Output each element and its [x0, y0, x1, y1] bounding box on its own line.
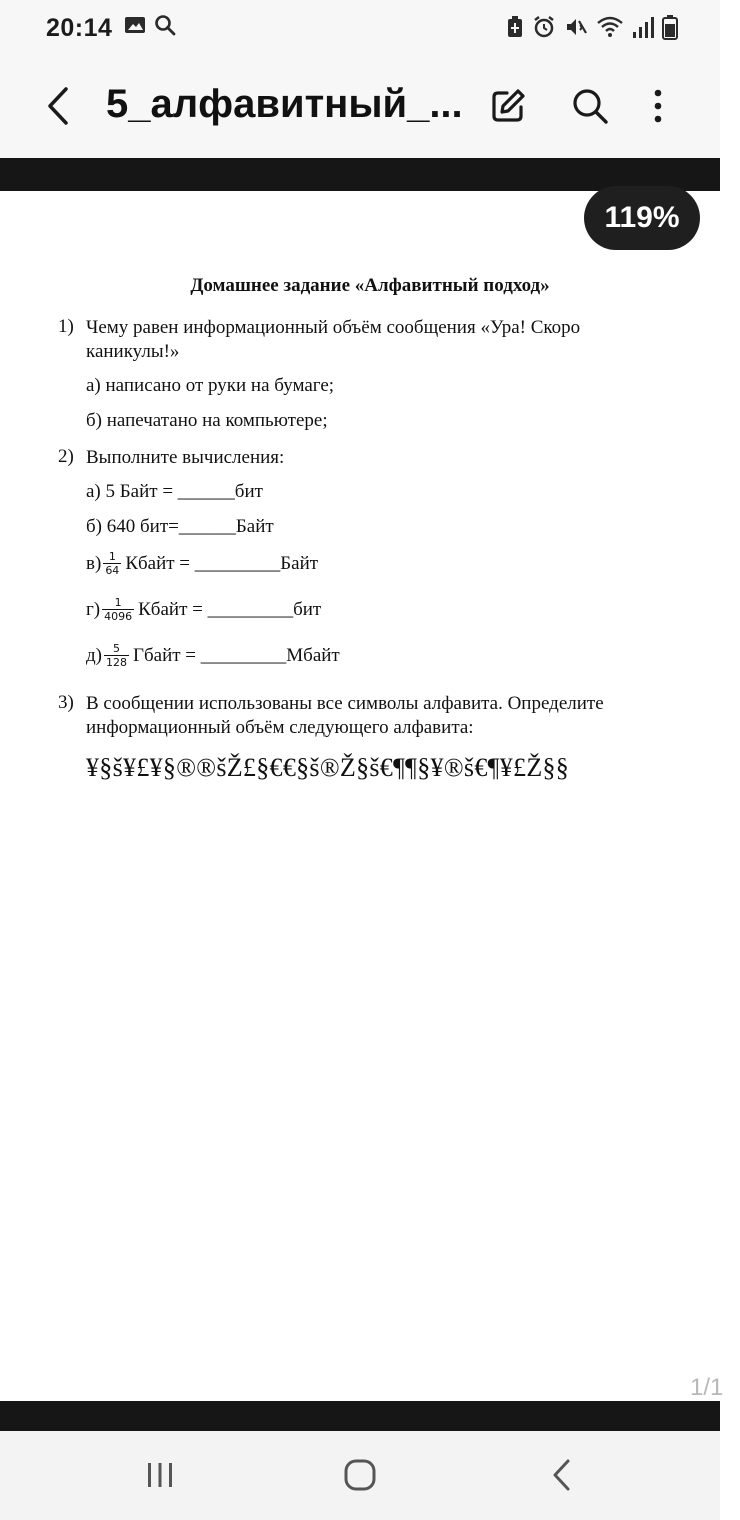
fraction [103, 550, 121, 577]
fraction-numerator: 1 [108, 550, 116, 563]
recent-apps-button[interactable] [132, 1449, 188, 1505]
fraction-denominator: 64 [105, 564, 120, 577]
back-nav-button[interactable] [534, 1449, 590, 1505]
search-button[interactable] [566, 84, 614, 132]
status-bar [0, 0, 720, 58]
home-icon [343, 1458, 377, 1497]
zoom-badge: 119% [584, 186, 700, 250]
back-icon [44, 86, 72, 131]
fraction-denominator: 4096 [104, 610, 133, 623]
question-2-number: 2) [58, 446, 74, 467]
more-options-button[interactable] [636, 84, 680, 132]
item-e-text: Гбайт = _________Мбайт [133, 644, 340, 666]
question-2-item-a: а) 5 Байт = ______бит [86, 481, 263, 502]
wifi-icon [596, 15, 624, 39]
document-page[interactable] [0, 191, 720, 1401]
viewer-bottom-band [0, 1401, 720, 1431]
app-bar [0, 58, 720, 158]
status-left-icons [124, 14, 176, 36]
image-icon [124, 15, 146, 35]
status-time: 20:14 [46, 14, 113, 42]
fraction [104, 642, 129, 669]
document-heading: Домашнее задание «Алфавитный подход» [190, 275, 550, 296]
search-icon [571, 87, 609, 130]
question-2-item-c [86, 550, 318, 577]
item-d-prefix: г) [86, 598, 101, 620]
question-2-text: Выполните вычисления: [86, 447, 285, 468]
status-right-icons [506, 14, 678, 40]
item-d-text: Кбайт = _________бит [138, 598, 322, 620]
question-2-item-b: б) 640 бит=______Байт [86, 516, 274, 537]
item-c-text: Кбайт = _________Байт [125, 552, 319, 574]
edit-icon [490, 88, 526, 129]
question-2-item-d [86, 596, 321, 623]
item-e-prefix: д) [86, 644, 102, 666]
back-button[interactable] [34, 84, 82, 132]
back-nav-icon [550, 1458, 574, 1497]
signal-icon [632, 15, 654, 39]
edit-button[interactable] [484, 84, 532, 132]
recent-apps-icon [144, 1460, 176, 1495]
alphabet-symbols: ¥§š¥£¥§®®šŽ£§€€§š®Ž§š€¶¶§¥®š€¶¥£Ž§§ [86, 753, 570, 782]
fraction-denominator: 128 [106, 656, 127, 669]
home-button[interactable] [332, 1449, 388, 1505]
search-icon [154, 14, 176, 36]
more-icon [653, 89, 663, 128]
question-1-option-a: а) написано от руки на бумаге; [86, 375, 335, 396]
question-1-text: Чему равен информационный объём сообщения «Ура! Скоро каникулы!» [86, 317, 581, 362]
alarm-icon [532, 15, 556, 39]
fraction-numerator: 1 [114, 596, 122, 609]
fraction-numerator: 5 [113, 642, 120, 655]
question-1-number: 1) [58, 316, 74, 337]
fraction [102, 596, 134, 623]
question-2-item-e [86, 642, 340, 669]
battery-icon [662, 14, 678, 40]
document-title: 5_алфавитный_... [106, 82, 463, 126]
mute-icon [564, 15, 588, 39]
item-c-prefix: в) [86, 552, 102, 574]
page-indicator: 1/1 [690, 1374, 724, 1401]
question-3-number: 3) [58, 692, 74, 713]
question-3-text: В сообщении использованы все символы алфавита. Определите информационный объём следующего алфавита: [86, 693, 604, 738]
question-1-option-b: б) напечатано на компьютере; [86, 410, 328, 431]
navigation-bar [0, 1431, 720, 1520]
battery-saver-icon [506, 15, 524, 39]
